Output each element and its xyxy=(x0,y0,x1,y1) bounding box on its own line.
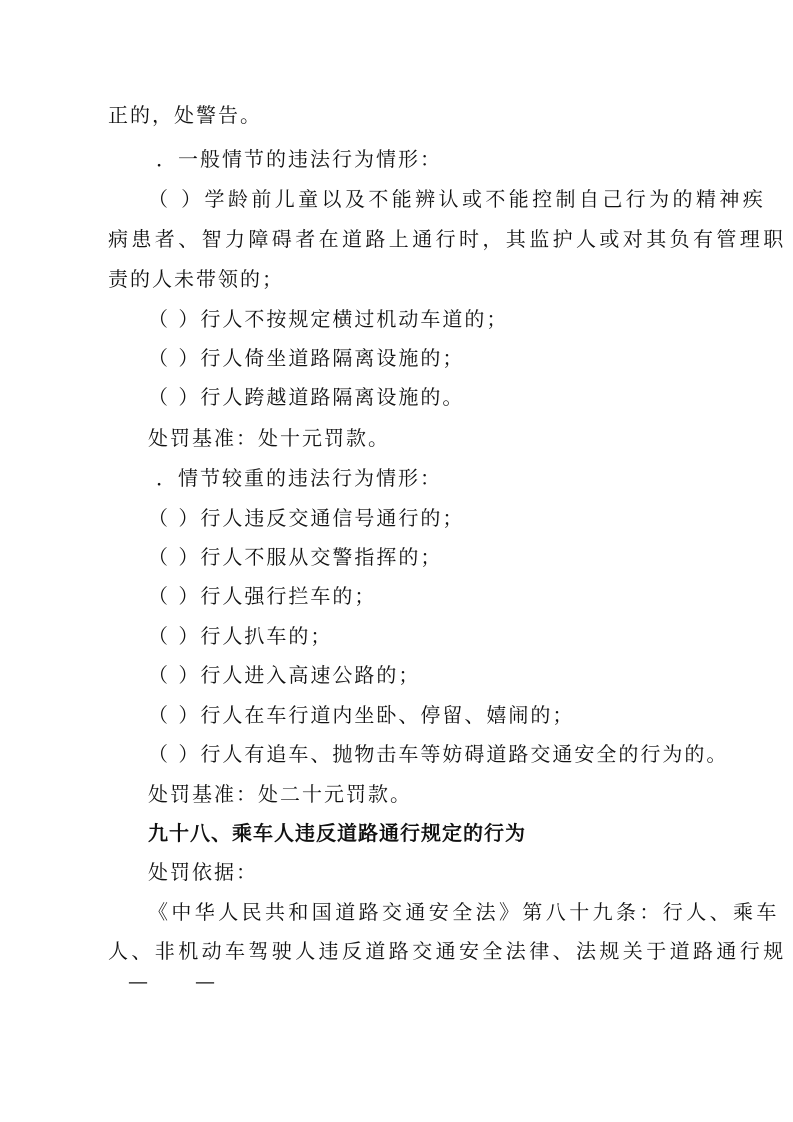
list-item: （ ）行人不服从交警指挥的； xyxy=(148,545,443,569)
text-line: 正的，处警告。 xyxy=(108,103,262,127)
section-heading: ．一般情节的违法行为情形： xyxy=(156,147,442,171)
list-item: （ ）行人强行拦车的； xyxy=(148,584,377,608)
text-line: 病患者、智力障碍者在道路上通行时，其监护人或对其负有管理职 xyxy=(108,227,787,251)
text-line: （ ）学龄前儿童以及不能辨认或不能控制自己行为的精神疾 xyxy=(148,187,767,211)
page-number-dash-right: — xyxy=(195,969,215,993)
text-line: 人、非机动车驾驶人违反道路交通安全法律、法规关于道路通行规 xyxy=(108,939,787,963)
penalty-standard: 处罚基准：处二十元罚款。 xyxy=(148,782,412,806)
list-item: （ ）行人在车行道内坐卧、停留、嬉闹的； xyxy=(148,703,575,727)
list-item: （ ）行人违反交通信号通行的； xyxy=(148,506,465,530)
penalty-standard: 处罚基准：处十元罚款。 xyxy=(148,426,390,450)
list-item: （ ）行人不按规定横过机动车道的； xyxy=(148,307,509,331)
section-heading: ．情节较重的违法行为情形： xyxy=(156,466,442,490)
list-item: （ ）行人有追车、抛物击车等妨碍道路交通安全的行为的。 xyxy=(148,742,729,766)
text-line: 处罚依据： xyxy=(148,860,258,884)
list-item: （ ）行人扒车的； xyxy=(148,624,333,648)
list-item: （ ）行人跨越道路隔离设施的。 xyxy=(148,385,465,409)
text-line: 责的人未带领的； xyxy=(108,267,284,291)
page-number-dash-left: — xyxy=(128,969,148,993)
text-line: 《中华人民共和国道路交通安全法》第八十九条：行人、乘车 xyxy=(148,900,780,924)
list-item: （ ）行人进入高速公路的； xyxy=(148,663,421,687)
article-heading: 九十八、乘车人违反道路通行规定的行为 xyxy=(148,821,526,845)
list-item: （ ）行人倚坐道路隔离设施的； xyxy=(148,346,465,370)
